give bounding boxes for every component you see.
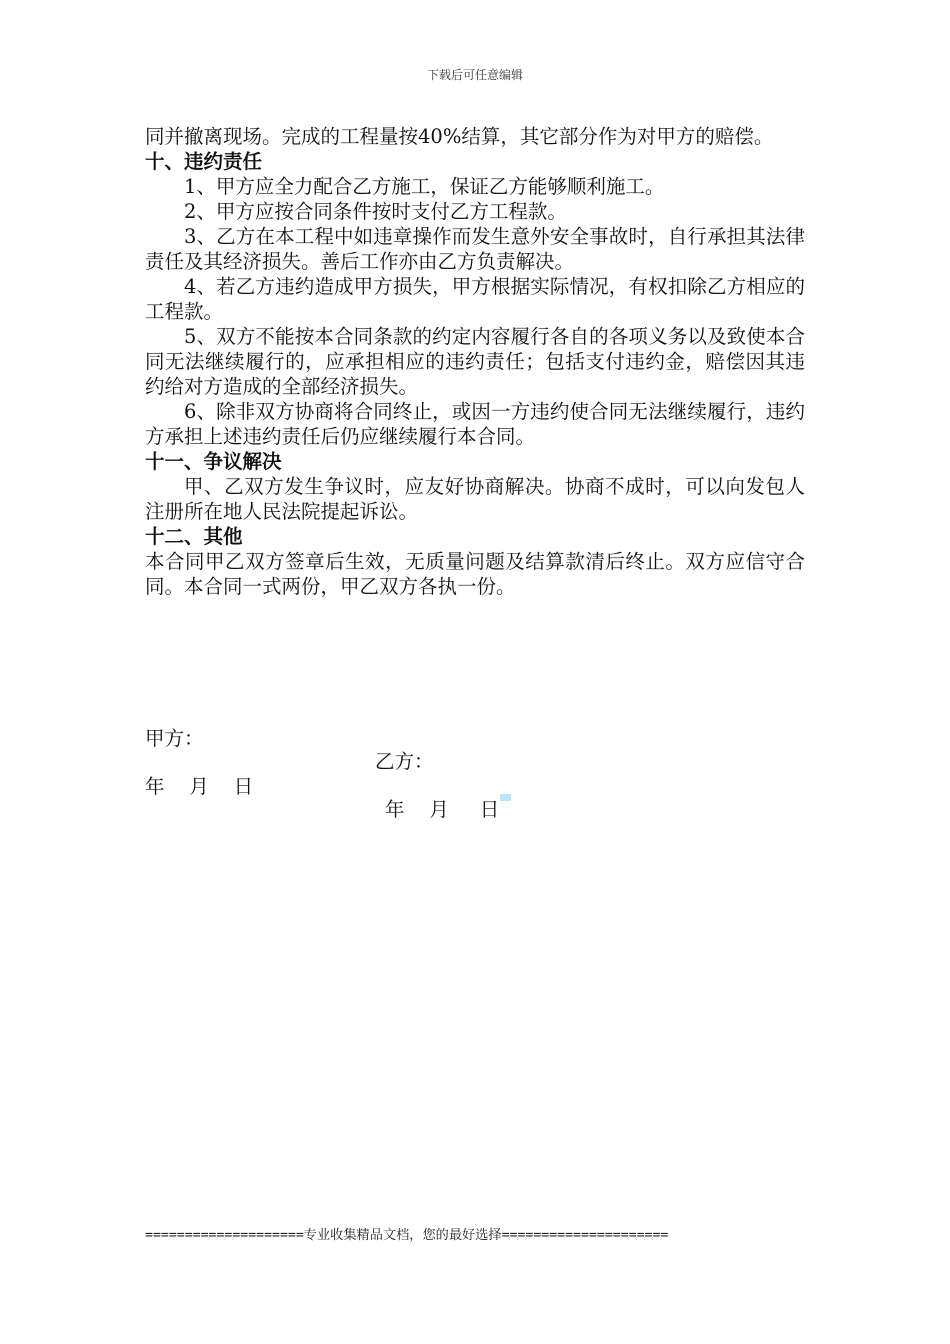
intro-paragraph: 同并撤离现场。完成的工程量按40%结算，其它部分作为对甲方的赔偿。 (145, 125, 774, 148)
party-b-label: 乙方： (375, 750, 434, 773)
section-10-item: 2、甲方应按合同条件按时支付乙方工程款。 (184, 200, 567, 223)
section-12-title: 十二、其他 (145, 525, 243, 548)
section-12-text: 本合同甲乙双方签章后生效，无质量问题及结算款清后终止。双方应信守合同。本合同一式两份，甲乙双方各执一份。 (145, 550, 805, 598)
section-11-text: 甲、乙双方发生争议时，应友好协商解决。协商不成时，可以向发包人注册所在地人民法院提起诉讼。 (145, 475, 805, 523)
text-cursor-marker (500, 794, 511, 801)
section-10-item: 3、乙方在本工程中如违章操作而发生意外安全事故时，自行承担其法律责任及其经济损失。善后工作亦由乙方负责解决。 (145, 225, 805, 273)
page-header: 下载后可任意编辑 (426, 68, 523, 82)
party-b-date: 年 月 日 (385, 798, 500, 821)
section-10-item: 4、若乙方违约造成甲方损失，甲方根据实际情况，有权扣除乙方相应的工程款。 (145, 275, 805, 323)
section-11-title: 十一、争议解决 (145, 450, 282, 473)
page-footer: ====================专业收集精品文档，您的最好选择===================== (145, 1228, 669, 1243)
section-10-item: 5、双方不能按本合同条款的约定内容履行各自的各项义务以及致使本合同无法继续履行的，应承担相应的违约责任；包括支付违约金，赔偿因其违约给对方造成的全部经济损失。 (145, 325, 805, 398)
section-10-title: 十、违约责任 (145, 150, 263, 173)
contract-body (145, 124, 805, 599)
party-b-date-group (385, 794, 499, 822)
section-10-item: 6、除非双方协商将合同终止，或因一方违约使合同无法继续履行，违约方承担上述违约责任后仍应继续履行本合同。 (145, 400, 805, 448)
party-a-label: 甲方： (145, 727, 204, 750)
party-a-date: 年 月 日 (145, 775, 254, 798)
section-10-item: 1、甲方应全力配合乙方施工，保证乙方能够顺利施工。 (184, 175, 665, 198)
